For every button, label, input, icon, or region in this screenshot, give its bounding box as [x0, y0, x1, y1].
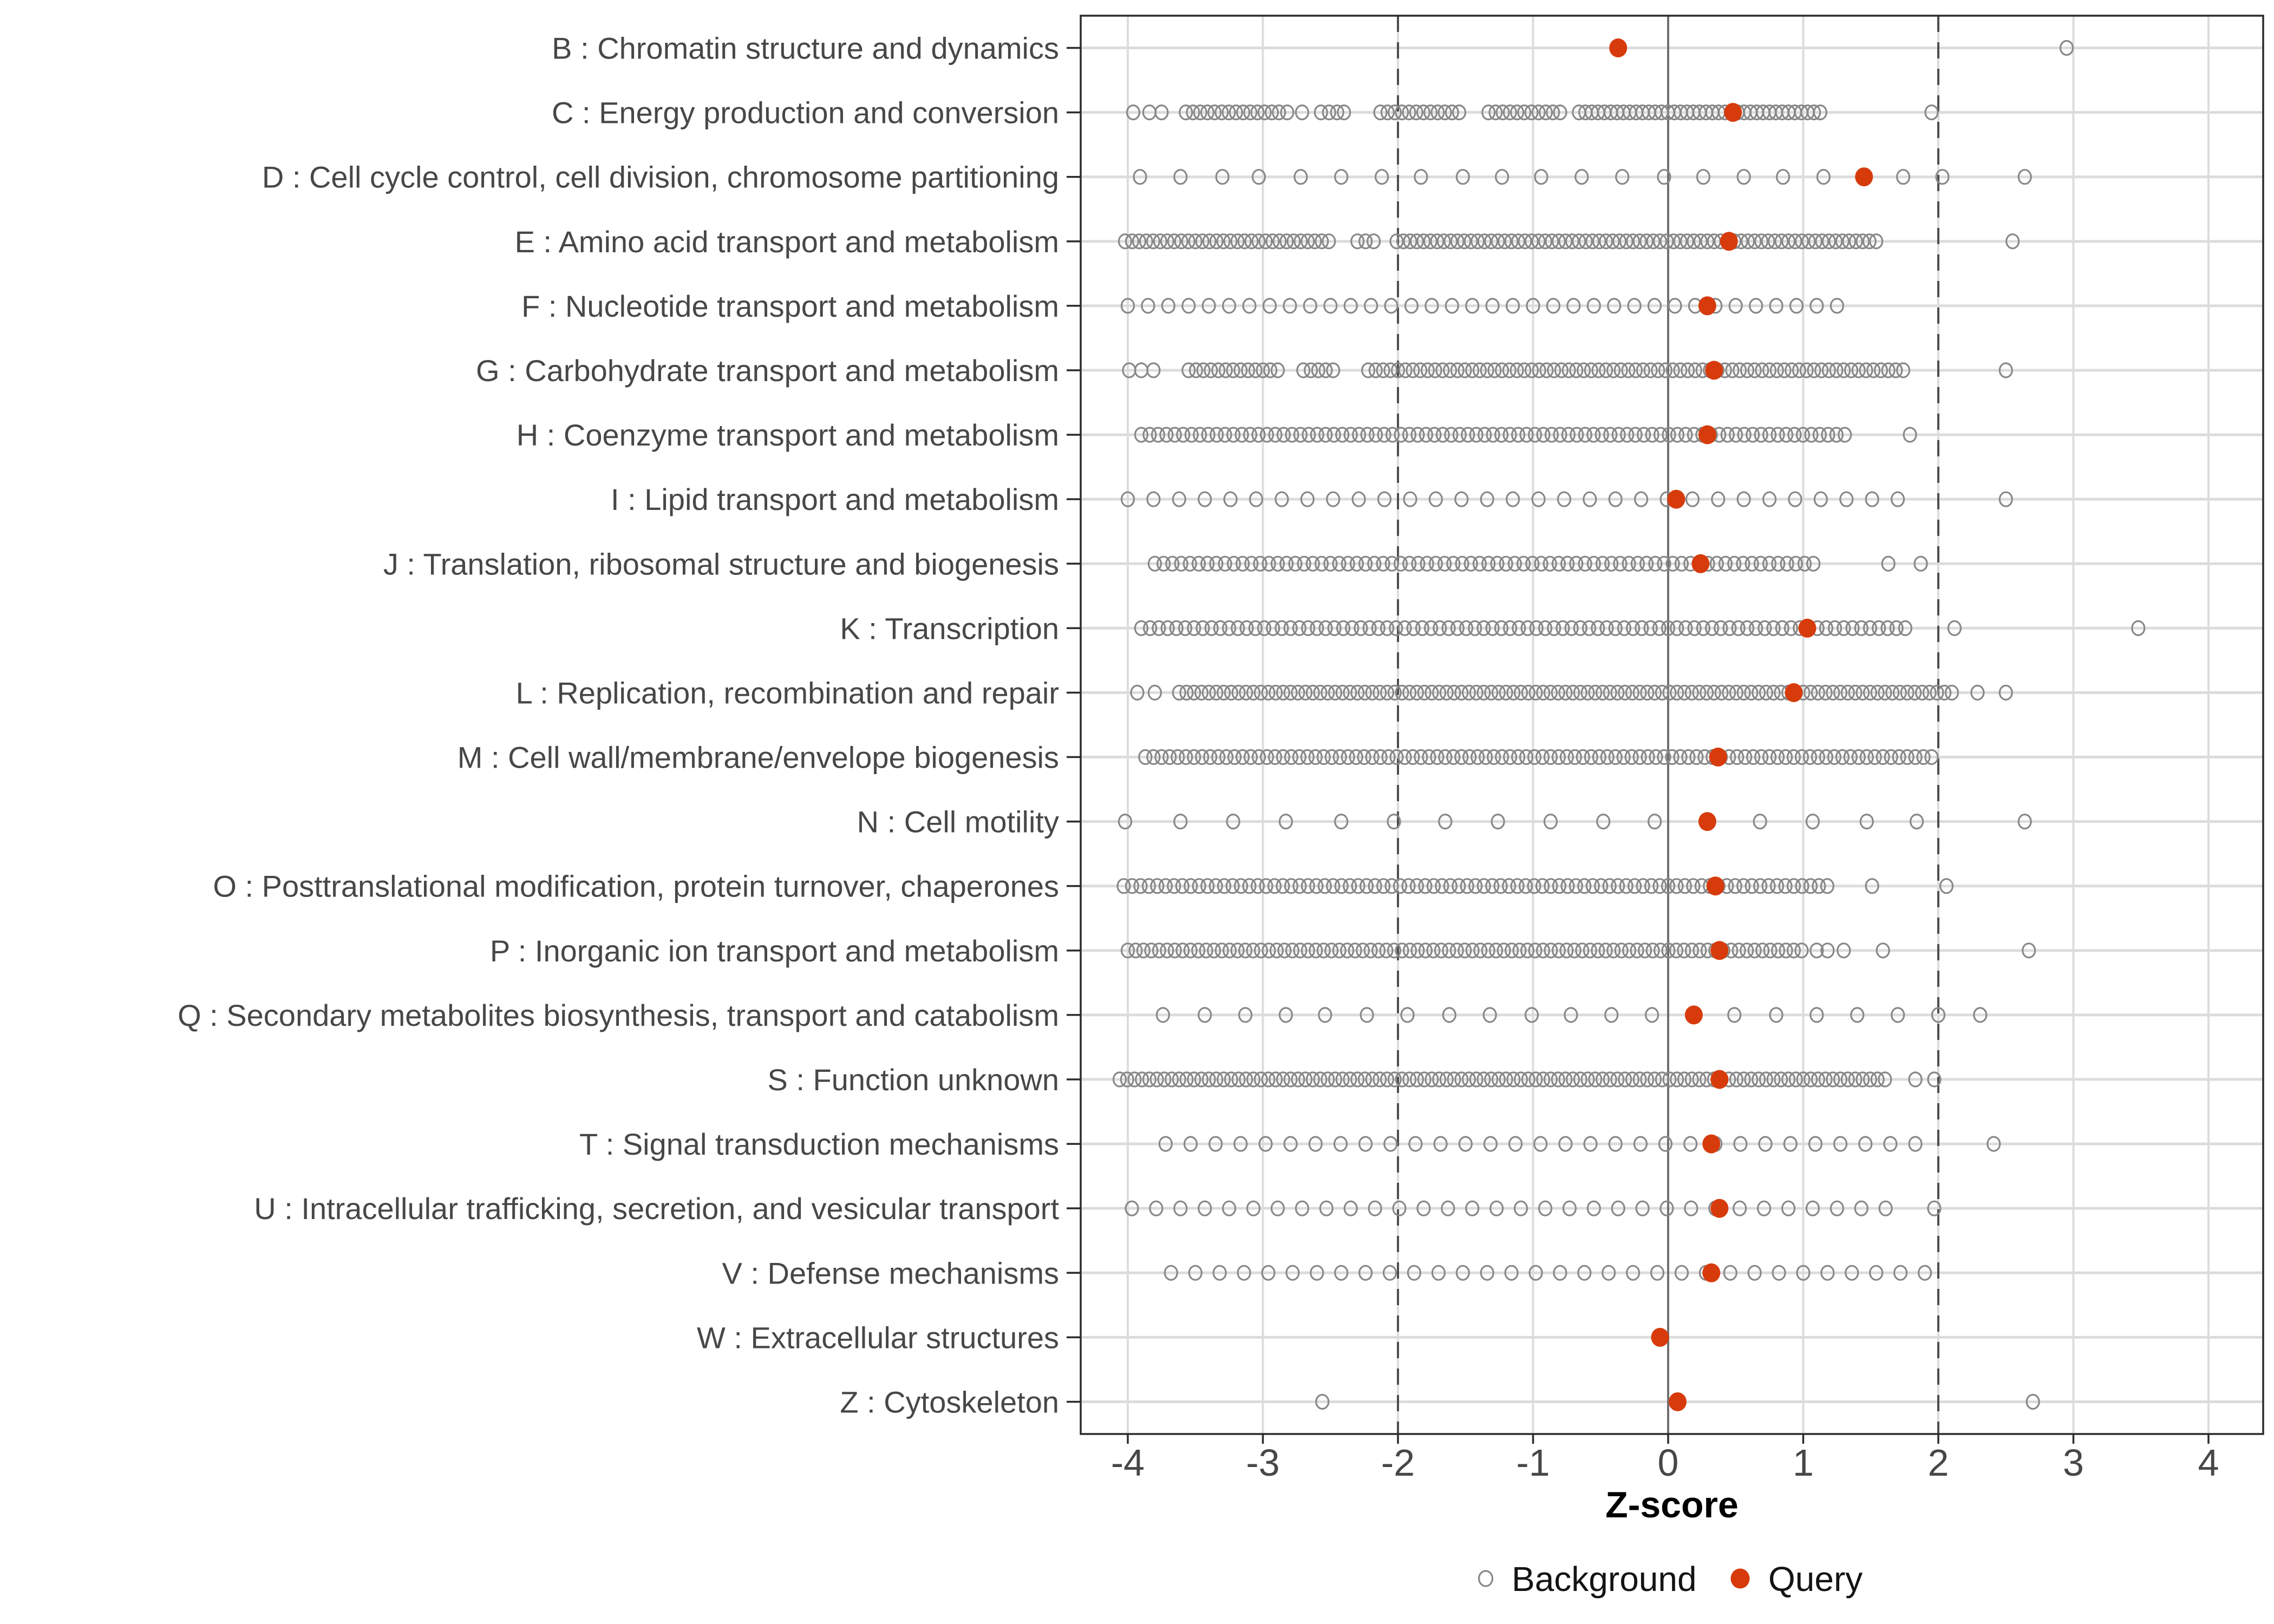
category-label: C : Energy production and conversion [552, 95, 1059, 130]
legend-query-label: Query [1768, 1560, 1863, 1599]
query-point [1724, 103, 1742, 122]
query-point [1855, 167, 1873, 186]
category-labels [178, 31, 1059, 1419]
category-label: K : Transcription [840, 611, 1059, 646]
category-label: T : Signal transduction mechanisms [579, 1127, 1059, 1162]
x-tick-label: 4 [2198, 1442, 2219, 1484]
query-point [1698, 296, 1716, 315]
category-label: I : Lipid transport and metabolism [611, 482, 1059, 517]
query-point [1799, 619, 1816, 638]
legend [1479, 1560, 1863, 1599]
query-point [1702, 1263, 1720, 1282]
x-tick-label: 0 [1657, 1442, 1679, 1484]
x-tick-label: -4 [1110, 1442, 1145, 1484]
category-label: N : Cell motility [857, 804, 1059, 839]
x-axis-title: Z-score [1605, 1484, 1739, 1525]
query-point [1609, 38, 1627, 57]
query-point [1668, 490, 1685, 509]
background-points [1114, 41, 2145, 1409]
category-label: M : Cell wall/membrane/envelope biogenesis [457, 740, 1059, 775]
category-label: V : Defense mechanisms [722, 1256, 1059, 1291]
category-label: E : Amino acid transport and metabolism [514, 224, 1059, 259]
query-point [1685, 1005, 1703, 1024]
query-point [1702, 1135, 1720, 1154]
x-tick-label: 2 [1927, 1442, 1949, 1484]
reference-lines [1398, 16, 1938, 1434]
query-point [1691, 554, 1709, 573]
legend-background-marker-icon [1479, 1571, 1493, 1586]
category-label: U : Intracellular trafficking, secretion, and vesicular transport [254, 1191, 1059, 1226]
category-label: S : Function unknown [767, 1063, 1059, 1097]
category-label: J : Translation, ribosomal structure and biogenesis [383, 547, 1059, 581]
x-tick-label: -3 [1246, 1442, 1280, 1484]
query-point [1698, 425, 1716, 444]
category-label: F : Nucleotide transport and metabolism [521, 289, 1059, 323]
query-point [1710, 941, 1728, 960]
legend-background-label: Background [1512, 1560, 1697, 1599]
panel-border-rect [1081, 16, 2263, 1434]
category-label: Z : Cytoskeleton [840, 1385, 1059, 1419]
query-point [1651, 1328, 1669, 1347]
x-tick-label: -1 [1516, 1442, 1550, 1484]
x-tick-labels [1111, 1442, 2219, 1484]
x-tick-label: 3 [2063, 1442, 2084, 1484]
category-label: B : Chromatin structure and dynamics [552, 31, 1059, 66]
category-label: G : Carbohydrate transport and metabolism [476, 353, 1059, 388]
category-label: W : Extracellular structures [696, 1320, 1059, 1355]
legend-query-marker-icon [1731, 1569, 1750, 1589]
query-point [1698, 812, 1716, 831]
query-point [1705, 361, 1723, 380]
query-point [1707, 876, 1724, 895]
category-label: P : Inorganic ion transport and metabolism [489, 933, 1059, 968]
category-label: H : Coenzyme transport and metabolism [516, 418, 1059, 453]
axis-tick-marks [1067, 48, 2208, 1444]
row-gridlines [1081, 48, 2263, 1402]
query-point [1709, 748, 1727, 767]
x-tick-label: 1 [1793, 1442, 1814, 1484]
query-point [1720, 232, 1738, 251]
panel-border [1081, 16, 2263, 1434]
query-point [1785, 683, 1803, 702]
query-point [1710, 1070, 1728, 1089]
query-point [1669, 1392, 1687, 1411]
category-label: D : Cell cycle control, cell division, chromosome partitioning [262, 160, 1059, 194]
query-point [1710, 1199, 1728, 1218]
category-label: L : Replication, recombination and repair [515, 676, 1059, 710]
category-label: Q : Secondary metabolites biosynthesis, transport and catabolism [178, 998, 1059, 1032]
x-tick-label: -2 [1381, 1442, 1415, 1484]
category-label: O : Posttranslational modification, protein turnover, chaperones [213, 869, 1059, 903]
